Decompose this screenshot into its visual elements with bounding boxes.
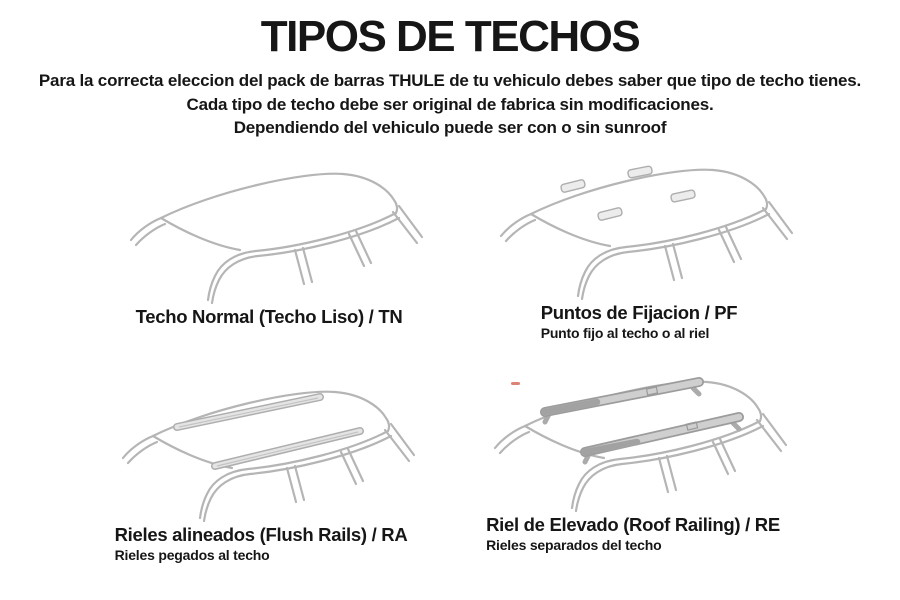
roof-type-tn-caption [135, 304, 427, 328]
raised-rails-roof-illustration [487, 362, 827, 512]
page-title: TIPOS DE TECHOS [260, 12, 640, 61]
roof-type-sublabel: Rieles separados del techo [486, 537, 662, 553]
intro-text [0, 69, 900, 140]
intro-line-1: Para la correcta eleccion del pack de barras THULE de tu vehiculo debes saber que tipo de techo tienes. [38, 71, 862, 90]
roof-type-ra-caption [114, 522, 432, 563]
smooth-roof-illustration [123, 154, 463, 304]
fixation-points-roof-illustration [493, 150, 833, 300]
roof-type-label: Puntos de Fijacion / PF [540, 302, 738, 323]
roof-type-re [484, 362, 830, 553]
roof-type-sublabel: Rieles pegados al techo [114, 547, 270, 563]
red-artifact-mark [511, 382, 520, 385]
roof-type-sublabel: Punto fijo al techo o al riel [540, 325, 710, 341]
roof-type-label: Rieles alineados (Flush Rails) / RA [114, 524, 408, 545]
intro-line-3: Dependiendo del vehiculo puede ser con o sin sunroof [233, 118, 667, 137]
roof-type-ra [112, 372, 458, 563]
roof-type-label: Riel de Elevado (Roof Railing) / RE [486, 514, 780, 535]
intro-line-2: Cada tipo de techo debe ser original de fabrica sin modificaciones. [186, 94, 714, 114]
flush-rails [177, 397, 360, 466]
roof-type-re-caption [486, 512, 804, 553]
flush-rails-roof-illustration [115, 372, 455, 522]
roof-type-label: Techo Normal (Techo Liso) / TN [135, 306, 403, 327]
roof-type-tn [120, 154, 466, 328]
roof-type-pf-caption [540, 300, 762, 341]
roof-type-pf [490, 150, 836, 341]
